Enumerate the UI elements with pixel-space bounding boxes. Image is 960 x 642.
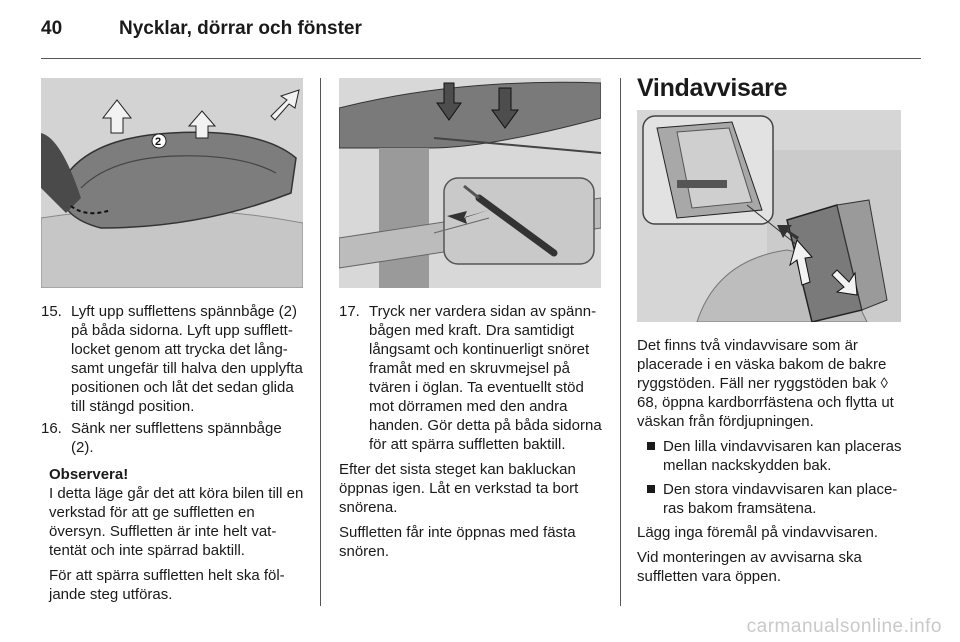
list-item-text: Lyft upp sufflettens spännbåge (2) på båda sidorna. Lyft upp sufflettlocket genom att trycka det långsamt ungefär till halva den upplyfta positionen och låt det sedan glida till stängd position. — [71, 303, 303, 415]
note-text-2: För att spärra suffletten helt ska följande steg utföras. — [49, 567, 285, 603]
paragraph: Efter det sista steget kan bakluckan öppnas igen. Låt en verkstad ta bort snörena. — [339, 461, 579, 516]
column-1-text — [41, 302, 305, 610]
list-item-number: 16. — [41, 420, 62, 437]
list-item-text: Sänk ner sufflettens spännbåge (2). — [71, 420, 282, 456]
note-text: I detta läge går det att köra bilen till en verkstad för att ge suffletten en översyn. Suffletten är inte helt vattentät och inte spärrad baktill. — [49, 485, 304, 559]
list-item — [41, 419, 305, 457]
callout-label-2: 2 — [155, 136, 162, 148]
figure-roof-cover — [41, 78, 303, 288]
column-divider-1 — [320, 78, 321, 606]
figure-roof-frame-screwdriver — [339, 78, 601, 288]
paragraph: Det finns två vindavvisare som är placerade i en väska bakom de bakre ryggstöden. Fäll ner ryggstöden bak ◊ 68, öppna kardborrfästena och flytta ut väskan från fördjupningen. — [637, 337, 894, 430]
list-item-number: 17. — [339, 303, 360, 320]
bullet-icon — [647, 442, 655, 450]
page-title: Nycklar, dörrar och fönster — [119, 18, 362, 39]
bullet-text: Den lilla vindavvisaren kan placeras mellan nackskydden bak. — [663, 438, 902, 474]
bullet-text: Den stora vindavvisaren kan placeras bakom framsätena. — [663, 481, 898, 517]
bullet-item — [637, 437, 903, 475]
column-3-text — [637, 336, 903, 592]
bullet-item — [637, 480, 903, 518]
column-divider-2 — [620, 78, 621, 606]
list-item-number: 15. — [41, 303, 62, 320]
watermark: carmanualsonline.info — [746, 616, 942, 637]
paragraph: Lägg inga föremål på vindavvisaren. — [637, 524, 878, 541]
paragraph: Vid monteringen av avvisarna ska suffletten vara öppen. — [637, 549, 862, 585]
note-title: Observera! — [49, 466, 129, 483]
page-number: 40 — [41, 18, 63, 39]
column-2-text — [339, 302, 603, 567]
bullet-icon — [647, 485, 655, 493]
paragraph: Suffletten får inte öppnas med fästa snören. — [339, 524, 576, 560]
figure-wind-deflector — [637, 110, 901, 322]
section-heading: Vindavvisare — [637, 74, 788, 102]
header-rule — [41, 58, 921, 59]
list-item — [339, 302, 603, 454]
list-item — [41, 302, 305, 416]
list-item-text: Tryck ner vardera sidan av spännbågen med kraft. Dra samtidigt långsamt och kontinuerligt snöret framåt med en skruvmejsel på tvären i öglan. Ta eventuellt stöd mot dörramen med den andra handen. Gör detta på båda sidorna för att spärra suffletten baktill. — [369, 303, 602, 453]
